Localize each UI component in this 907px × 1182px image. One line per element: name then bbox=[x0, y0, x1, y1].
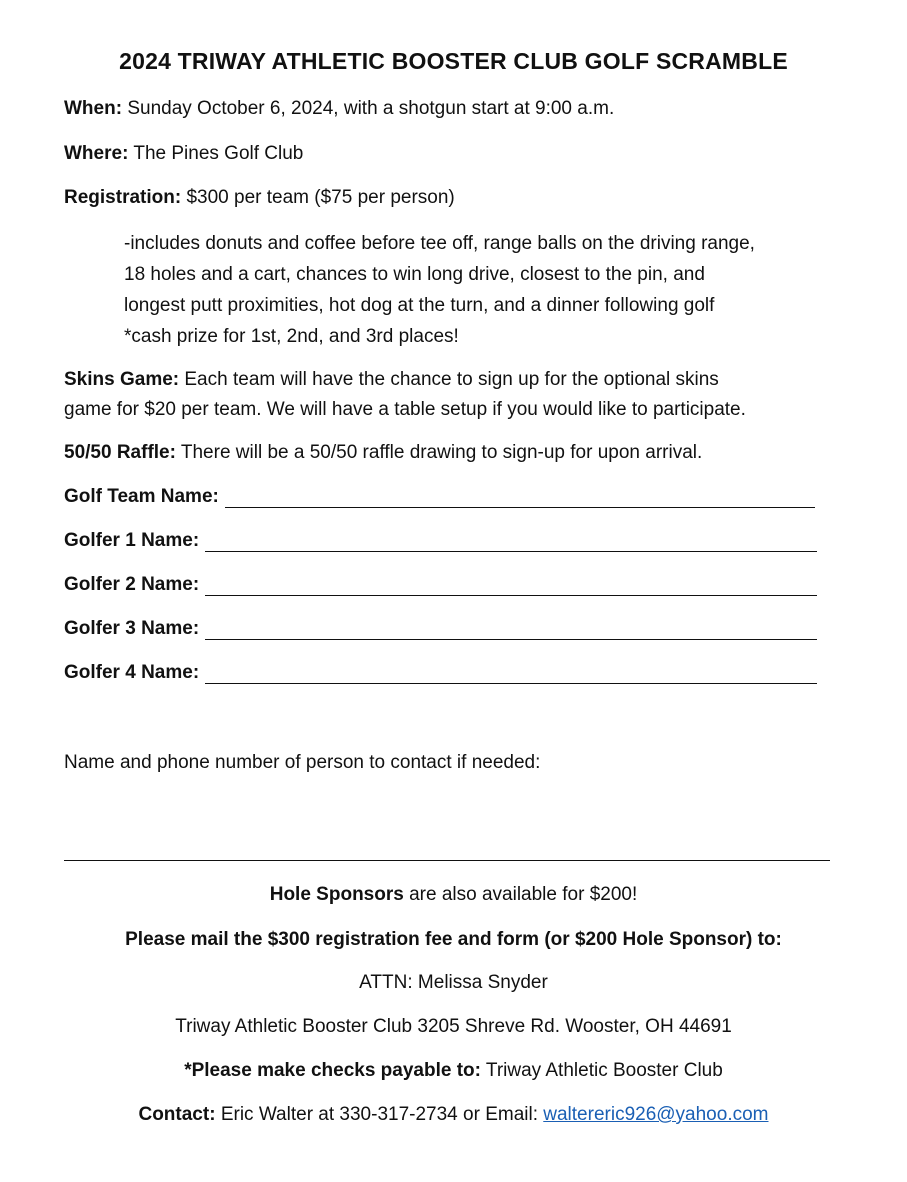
registration-label: Registration: bbox=[64, 187, 182, 208]
contact-blank[interactable] bbox=[64, 860, 830, 861]
golfer-4-name-blank[interactable] bbox=[205, 665, 817, 684]
hole-sponsors-label: Hole Sponsors bbox=[269, 884, 404, 905]
golfer-1-name-label: Golfer 1 Name: bbox=[64, 530, 200, 551]
includes-line: longest putt proximities, hot dog at the turn, and a dinner following golf bbox=[124, 295, 715, 316]
skins-text-cont: game for $20 per team. We will have a table setup if you would like to participate. bbox=[64, 399, 746, 420]
contact-prompt: Name and phone number of person to contact if needed: bbox=[64, 752, 541, 773]
when-label: When: bbox=[64, 98, 123, 119]
golfer-4-name-field[interactable] bbox=[64, 662, 817, 684]
checks-line bbox=[0, 1060, 907, 1082]
registration-text: $300 per team ($75 per person) bbox=[181, 187, 455, 208]
golf-team-name-field[interactable] bbox=[64, 486, 815, 508]
golfer-2-name-label: Golfer 2 Name: bbox=[64, 574, 200, 595]
hole-sponsors-line bbox=[0, 884, 907, 906]
golf-team-name-label: Golf Team Name: bbox=[64, 486, 219, 507]
includes-line: -includes donuts and coffee before tee off, range balls on the driving range, bbox=[124, 233, 755, 254]
checks-label: *Please make checks payable to: bbox=[184, 1060, 481, 1081]
raffle-line bbox=[64, 442, 702, 464]
golfer-3-name-blank[interactable] bbox=[205, 621, 817, 640]
raffle-text: There will be a 50/50 raffle drawing to sign-up for upon arrival. bbox=[175, 442, 703, 463]
where-label: Where: bbox=[64, 143, 129, 164]
golfer-3-name-field[interactable] bbox=[64, 618, 817, 640]
golfer-1-name-blank[interactable] bbox=[205, 533, 817, 552]
page-title: 2024 TRIWAY ATHLETIC BOOSTER CLUB GOLF SCRAMBLE bbox=[119, 48, 788, 74]
skins-label: Skins Game: bbox=[64, 369, 180, 390]
where-line bbox=[64, 143, 303, 165]
skins-game bbox=[64, 365, 746, 425]
includes-line: 18 holes and a cart, chances to win long drive, closest to the pin, and bbox=[124, 264, 705, 285]
raffle-label: 50/50 Raffle: bbox=[64, 442, 176, 463]
golfer-3-name-label: Golfer 3 Name: bbox=[64, 618, 200, 639]
checks-text: Triway Athletic Booster Club bbox=[480, 1060, 723, 1081]
golfer-1-name-field[interactable] bbox=[64, 530, 817, 552]
contact-label: Contact: bbox=[138, 1104, 216, 1125]
golfer-4-name-label: Golfer 4 Name: bbox=[64, 662, 200, 683]
contact-text: Eric Walter at 330-317-2734 or Email: bbox=[215, 1104, 544, 1125]
golfer-2-name-field[interactable] bbox=[64, 574, 817, 596]
attn-line: ATTN: Melissa Snyder bbox=[359, 972, 548, 993]
when-line bbox=[64, 98, 614, 120]
skins-text: Each team will have the chance to sign up for the optional skins bbox=[179, 369, 719, 390]
address-line: Triway Athletic Booster Club 3205 Shreve Rd. Wooster, OH 44691 bbox=[175, 1016, 732, 1037]
when-text: Sunday October 6, 2024, with a shotgun start at 9:00 a.m. bbox=[122, 98, 615, 119]
golfer-2-name-blank[interactable] bbox=[205, 577, 817, 596]
registration-line bbox=[64, 187, 455, 209]
contact-line bbox=[0, 1104, 907, 1126]
includes-list bbox=[124, 228, 755, 352]
golf-team-name-blank[interactable] bbox=[225, 489, 815, 508]
mail-instruction: Please mail the $300 registration fee and form (or $200 Hole Sponsor) to: bbox=[125, 929, 782, 950]
email-link[interactable]: waltereric926@yahoo.com bbox=[543, 1104, 769, 1125]
hole-sponsors-text: are also available for $200! bbox=[403, 884, 638, 905]
where-text: The Pines Golf Club bbox=[128, 143, 304, 164]
includes-line: *cash prize for 1st, 2nd, and 3rd places! bbox=[124, 326, 459, 347]
